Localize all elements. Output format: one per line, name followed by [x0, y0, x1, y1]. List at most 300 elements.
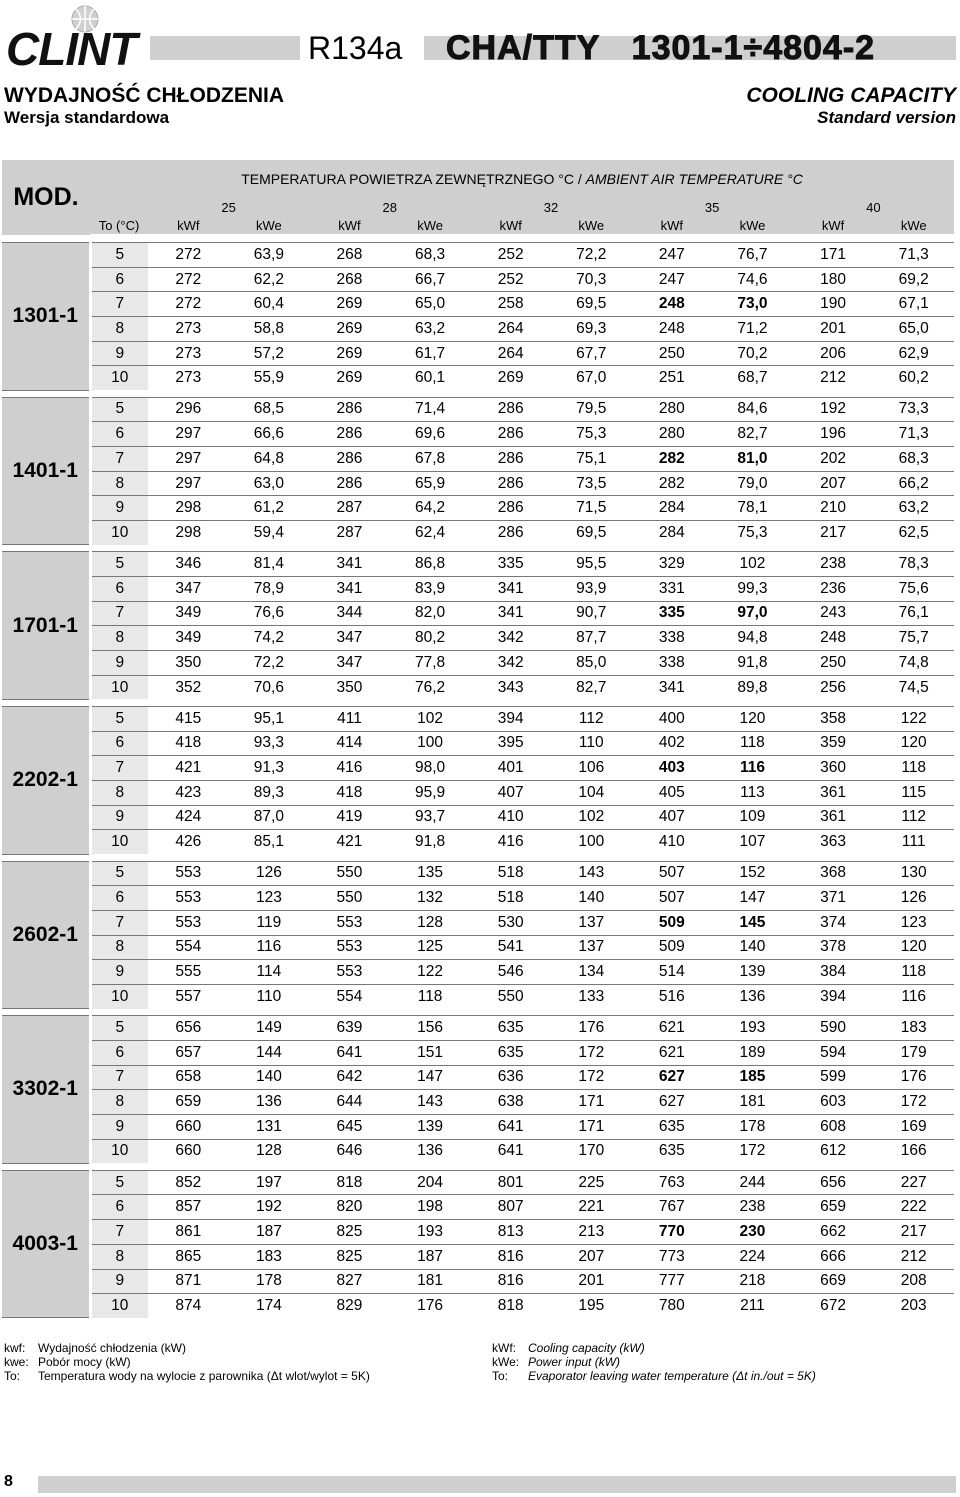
value-cell: 230	[712, 1220, 793, 1245]
legend-line	[492, 1355, 816, 1369]
value-cell: 204	[390, 1170, 471, 1195]
value-cell: 76,1	[873, 601, 954, 626]
value-cell: 69,3	[551, 317, 632, 342]
legend-key: kWf:	[492, 1341, 516, 1355]
to-cell: 8	[90, 1244, 148, 1269]
value-cell: 140	[712, 935, 793, 960]
value-cell: 64,8	[229, 447, 310, 472]
group-spacer	[2, 235, 954, 243]
ambient-temperature-header	[90, 160, 954, 198]
value-cell: 343	[497, 678, 524, 696]
value-cell: 286	[497, 523, 524, 541]
value-cell: 62,9	[873, 341, 954, 366]
value-cell: 63,0	[229, 471, 310, 496]
kwe-header-25: kWe	[229, 216, 310, 235]
kwe-header-32: kWe	[551, 216, 632, 235]
value-cell: 73,0	[712, 292, 793, 317]
value-cell: 95,5	[551, 552, 632, 577]
value-cell: 213	[551, 1220, 632, 1245]
refrigerant-label: R134a	[308, 30, 403, 66]
value-cell: 95,9	[390, 780, 471, 805]
value-cell: 77,8	[390, 651, 471, 676]
value-cell: 179	[873, 1040, 954, 1065]
value-cell: 206	[793, 341, 874, 366]
value-cell: 424	[148, 805, 229, 830]
value-cell: 84,6	[712, 397, 793, 422]
table-row	[2, 935, 954, 960]
table-row	[2, 552, 954, 577]
footer-bar	[38, 1476, 956, 1493]
value-cell: 116	[712, 756, 793, 781]
kwf-header-25: kWf	[148, 216, 229, 235]
table-row	[2, 1139, 954, 1163]
legend-line	[4, 1355, 370, 1369]
value-cell: 106	[551, 756, 632, 781]
value-cell: 363	[820, 833, 846, 851]
value-cell: 89,8	[737, 678, 768, 696]
header-title-en: AMBIENT AIR TEMPERATURE °C	[585, 171, 803, 187]
value-cell: 183	[229, 1244, 310, 1269]
value-cell: 656	[148, 1016, 229, 1041]
value-cell: 426	[175, 833, 202, 851]
value-cell: 286	[470, 397, 551, 422]
table-row	[2, 805, 954, 830]
value-cell: 193	[390, 1220, 471, 1245]
ambient-temp-35: 35	[632, 198, 793, 216]
value-cell: 76,6	[229, 601, 310, 626]
value-cell: 371	[793, 886, 874, 911]
value-cell: 128	[390, 910, 471, 935]
header-bar-left	[150, 36, 300, 60]
value-cell: 247	[632, 267, 713, 292]
value-cell: 287	[309, 496, 390, 521]
value-cell: 550	[309, 861, 390, 886]
value-cell: 176	[873, 1065, 954, 1090]
series-name: CHA/TTY	[446, 29, 601, 67]
value-cell: 102	[551, 805, 632, 830]
value-cell: 91,8	[712, 651, 793, 676]
value-cell: 71,5	[551, 496, 632, 521]
value-cell: 112	[873, 805, 954, 830]
value-cell: 70,3	[551, 267, 632, 292]
value-cell: 170	[578, 1142, 605, 1160]
page-number: 8	[4, 1473, 13, 1490]
value-cell: 171	[551, 1114, 632, 1139]
value-cell: 401	[470, 756, 551, 781]
value-cell: 818	[497, 1297, 524, 1315]
value-cell: 286	[309, 422, 390, 447]
group-spacer	[2, 699, 954, 706]
value-cell: 71,2	[712, 317, 793, 342]
to-cell: 10	[90, 984, 148, 1008]
value-cell: 63,2	[873, 496, 954, 521]
value-cell: 395	[470, 731, 551, 756]
to-cell: 6	[90, 267, 148, 292]
value-cell: 603	[793, 1090, 874, 1115]
value-cell: 76,2	[414, 678, 446, 696]
to-cell: 8	[90, 471, 148, 496]
value-cell: 507	[632, 861, 713, 886]
value-cell: 190	[793, 292, 874, 317]
value-cell: 72,2	[551, 243, 632, 268]
value-cell: 140	[229, 1065, 310, 1090]
value-cell: 407	[470, 780, 551, 805]
value-cell: 75,7	[873, 626, 954, 651]
value-cell: 341	[309, 576, 390, 601]
header-title-pl: TEMPERATURA POWIETRZA ZEWNĘTRZNEGO °C /	[241, 171, 586, 187]
value-cell: 557	[175, 987, 202, 1005]
value-cell: 224	[712, 1244, 793, 1269]
value-cell: 361	[793, 805, 874, 830]
value-cell: 221	[551, 1195, 632, 1220]
value-cell: 415	[148, 706, 229, 731]
value-cell: 90,7	[551, 601, 632, 626]
value-cell: 250	[793, 651, 874, 676]
value-cell: 156	[390, 1016, 471, 1041]
value-cell: 66,2	[873, 471, 954, 496]
value-cell: 347	[148, 576, 229, 601]
value-cell: 61,7	[390, 341, 471, 366]
value-cell: 187	[229, 1220, 310, 1245]
value-cell: 608	[793, 1114, 874, 1139]
to-cell: 8	[90, 1090, 148, 1115]
value-cell: 134	[551, 960, 632, 985]
value-cell: 621	[632, 1040, 713, 1065]
to-cell: 7	[90, 910, 148, 935]
value-cell: 64,2	[390, 496, 471, 521]
value-cell: 75,1	[551, 447, 632, 472]
value-cell: 110	[551, 731, 632, 756]
value-cell: 171	[793, 243, 874, 268]
brand-name: CLINT	[6, 23, 137, 75]
value-cell: 659	[148, 1090, 229, 1115]
value-cell: 861	[148, 1220, 229, 1245]
value-cell: 273	[148, 317, 229, 342]
model-name-cell: 2602-1	[2, 861, 90, 1009]
value-cell: 126	[229, 861, 310, 886]
value-cell: 329	[632, 552, 713, 577]
legend-key: To:	[492, 1369, 509, 1383]
value-cell: 143	[551, 861, 632, 886]
table-row	[2, 341, 954, 366]
value-cell: 282	[632, 471, 713, 496]
legend-text: Cooling capacity (kW)	[528, 1341, 645, 1355]
value-cell: 97,0	[712, 601, 793, 626]
units-row	[2, 216, 954, 235]
value-cell: 335	[632, 601, 713, 626]
value-cell: 825	[309, 1220, 390, 1245]
value-cell: 74,6	[712, 267, 793, 292]
model-name-cell: 3302-1	[2, 1016, 90, 1164]
value-cell: 419	[309, 805, 390, 830]
value-cell: 297	[148, 422, 229, 447]
value-cell: 181	[390, 1269, 471, 1294]
table-row	[2, 243, 954, 268]
value-cell: 67,7	[551, 341, 632, 366]
table-row	[2, 292, 954, 317]
value-cell: 60,1	[414, 369, 446, 387]
value-cell: 273	[175, 369, 202, 387]
value-cell: 102	[712, 552, 793, 577]
value-cell: 280	[632, 422, 713, 447]
value-cell: 514	[632, 960, 713, 985]
value-cell: 139	[712, 960, 793, 985]
value-cell: 252	[470, 243, 551, 268]
kwf-header-28: kWf	[309, 216, 390, 235]
value-cell: 341	[658, 678, 685, 696]
value-cell: 286	[470, 447, 551, 472]
table-row	[2, 886, 954, 911]
value-cell: 359	[793, 731, 874, 756]
value-cell: 67,8	[390, 447, 471, 472]
value-cell: 777	[632, 1269, 713, 1294]
value-cell: 763	[632, 1170, 713, 1195]
value-cell: 407	[632, 805, 713, 830]
value-cell: 350	[336, 678, 363, 696]
page-subtitle-en: Standard version	[817, 108, 956, 127]
value-cell: 65,9	[390, 471, 471, 496]
value-cell: 111	[901, 833, 926, 851]
value-cell: 203	[900, 1297, 927, 1315]
value-cell: 169	[873, 1114, 954, 1139]
value-cell: 78,1	[712, 496, 793, 521]
group-spacer	[2, 854, 954, 861]
value-cell: 268	[309, 243, 390, 268]
value-cell: 646	[336, 1142, 363, 1160]
value-cell: 136	[739, 987, 766, 1005]
value-cell: 360	[793, 756, 874, 781]
to-header-blank	[90, 198, 148, 216]
value-cell: 773	[632, 1244, 713, 1269]
value-cell: 518	[470, 886, 551, 911]
value-cell: 297	[148, 471, 229, 496]
table-row	[2, 1269, 954, 1294]
value-cell: 78,9	[229, 576, 310, 601]
value-cell: 269	[497, 369, 524, 387]
value-cell: 178	[229, 1269, 310, 1294]
value-cell: 801	[470, 1170, 551, 1195]
value-cell: 518	[470, 861, 551, 886]
value-cell: 139	[390, 1114, 471, 1139]
value-cell: 627	[632, 1065, 713, 1090]
value-cell: 82,7	[712, 422, 793, 447]
value-cell: 68,7	[737, 369, 768, 387]
value-cell: 530	[470, 910, 551, 935]
value-cell: 136	[229, 1090, 310, 1115]
group-spacer	[2, 1009, 954, 1016]
model-name-cell: 2202-1	[2, 706, 90, 854]
value-cell: 76,7	[712, 243, 793, 268]
value-cell: 554	[336, 987, 363, 1005]
value-cell: 185	[712, 1065, 793, 1090]
value-cell: 104	[551, 780, 632, 805]
to-cell: 9	[90, 960, 148, 985]
table-row	[2, 1016, 954, 1041]
table-row	[2, 861, 954, 886]
value-cell: 114	[229, 960, 310, 985]
value-cell: 627	[632, 1090, 713, 1115]
value-cell: 217	[820, 523, 846, 541]
value-cell: 411	[309, 706, 390, 731]
value-cell: 69,5	[576, 523, 607, 541]
value-cell: 91,8	[414, 833, 446, 851]
value-cell: 211	[740, 1297, 765, 1315]
table-row	[2, 601, 954, 626]
value-cell: 86,8	[390, 552, 471, 577]
value-cell: 189	[712, 1040, 793, 1065]
value-cell: 820	[309, 1195, 390, 1220]
value-cell: 133	[578, 987, 605, 1005]
value-cell: 202	[793, 447, 874, 472]
value-cell: 143	[390, 1090, 471, 1115]
value-cell: 83,9	[390, 576, 471, 601]
table-row	[2, 1220, 954, 1245]
value-cell: 553	[148, 886, 229, 911]
value-cell: 410	[658, 833, 685, 851]
value-cell: 120	[712, 706, 793, 731]
value-cell: 82,7	[576, 678, 607, 696]
value-cell: 298	[148, 496, 229, 521]
to-cell: 6	[90, 576, 148, 601]
value-cell: 358	[793, 706, 874, 731]
value-cell: 238	[712, 1195, 793, 1220]
to-cell: 10	[90, 521, 148, 545]
value-cell: 635	[632, 1114, 713, 1139]
value-cell: 93,9	[551, 576, 632, 601]
value-cell: 349	[148, 601, 229, 626]
value-cell: 346	[148, 552, 229, 577]
value-cell: 130	[873, 861, 954, 886]
value-cell: 71,3	[873, 422, 954, 447]
value-cell: 225	[551, 1170, 632, 1195]
value-cell: 331	[632, 576, 713, 601]
value-cell: 218	[712, 1269, 793, 1294]
value-cell: 825	[309, 1244, 390, 1269]
table-row	[2, 317, 954, 342]
value-cell: 247	[632, 243, 713, 268]
value-cell: 286	[309, 447, 390, 472]
value-cell: 172	[739, 1142, 766, 1160]
value-cell: 75,3	[737, 523, 768, 541]
value-cell: 123	[229, 886, 310, 911]
value-cell: 100	[390, 731, 471, 756]
value-cell: 416	[309, 756, 390, 781]
value-cell: 81,4	[229, 552, 310, 577]
value-cell: 341	[309, 552, 390, 577]
value-cell: 374	[793, 910, 874, 935]
value-cell: 151	[390, 1040, 471, 1065]
model-name-cell: 1701-1	[2, 552, 90, 700]
value-cell: 669	[793, 1269, 874, 1294]
page-title-en: COOLING CAPACITY	[746, 84, 956, 107]
value-cell: 116	[901, 987, 927, 1005]
value-cell: 871	[148, 1269, 229, 1294]
value-cell: 641	[309, 1040, 390, 1065]
to-cell: 5	[90, 706, 148, 731]
table-row	[2, 756, 954, 781]
value-cell: 813	[470, 1220, 551, 1245]
table-row	[2, 830, 954, 854]
value-cell: 272	[148, 267, 229, 292]
value-cell: 252	[470, 267, 551, 292]
value-cell: 509	[632, 910, 713, 935]
value-cell: 287	[336, 523, 363, 541]
to-cell: 7	[90, 1220, 148, 1245]
value-cell: 641	[470, 1114, 551, 1139]
value-cell: 79,0	[712, 471, 793, 496]
value-cell: 284	[658, 523, 685, 541]
value-cell: 770	[632, 1220, 713, 1245]
to-cell: 5	[90, 397, 148, 422]
model-range: 1301-1÷4804-2	[631, 29, 876, 67]
value-cell: 350	[148, 651, 229, 676]
value-cell: 85,1	[253, 833, 284, 851]
to-cell: 10	[90, 1139, 148, 1163]
kwf-header-35: kWf	[632, 216, 713, 235]
value-cell: 102	[390, 706, 471, 731]
value-cell: 297	[148, 447, 229, 472]
value-cell: 60,4	[229, 292, 310, 317]
value-cell: 123	[873, 910, 954, 935]
value-cell: 118	[712, 731, 793, 756]
value-cell: 125	[390, 935, 471, 960]
value-cell: 250	[632, 341, 713, 366]
value-cell: 403	[632, 756, 713, 781]
table-row	[2, 731, 954, 756]
value-cell: 818	[309, 1170, 390, 1195]
value-cell: 61,2	[229, 496, 310, 521]
value-cell: 660	[175, 1142, 202, 1160]
value-cell: 857	[148, 1195, 229, 1220]
value-cell: 344	[309, 601, 390, 626]
value-cell: 70,2	[712, 341, 793, 366]
value-cell: 65,0	[390, 292, 471, 317]
value-cell: 298	[175, 523, 202, 541]
kwf-header-32: kWf	[470, 216, 551, 235]
legend-text: Temperatura wody na wylocie z parownika (Δt wlot/wylot = 5K)	[38, 1369, 370, 1383]
value-cell: 378	[793, 935, 874, 960]
to-cell: 8	[90, 780, 148, 805]
value-cell: 400	[632, 706, 713, 731]
value-cell: 113	[712, 780, 793, 805]
value-cell: 176	[417, 1297, 444, 1315]
legend-text: Evaporator leaving water temperature (Δt in./out = 5K)	[528, 1369, 816, 1383]
to-cell: 7	[90, 756, 148, 781]
table-row	[2, 496, 954, 521]
value-cell: 69,6	[390, 422, 471, 447]
value-cell: 286	[309, 471, 390, 496]
value-cell: 98,0	[390, 756, 471, 781]
table-row	[2, 471, 954, 496]
value-cell: 660	[148, 1114, 229, 1139]
value-cell: 174	[255, 1297, 282, 1315]
table-row	[2, 910, 954, 935]
value-cell: 636	[470, 1065, 551, 1090]
value-cell: 342	[470, 626, 551, 651]
legend-text: Wydajność chłodzenia (kW)	[38, 1341, 186, 1355]
value-cell: 60,2	[898, 369, 929, 387]
value-cell: 79,5	[551, 397, 632, 422]
page-title-pl: WYDAJNOŚĆ CHŁODZENIA	[4, 84, 285, 107]
value-cell: 384	[793, 960, 874, 985]
value-cell: 659	[793, 1195, 874, 1220]
value-cell: 282	[632, 447, 713, 472]
table-row	[2, 1170, 954, 1195]
value-cell: 541	[470, 935, 551, 960]
value-cell: 82,0	[390, 601, 471, 626]
value-cell: 555	[148, 960, 229, 985]
value-cell: 62,2	[229, 267, 310, 292]
